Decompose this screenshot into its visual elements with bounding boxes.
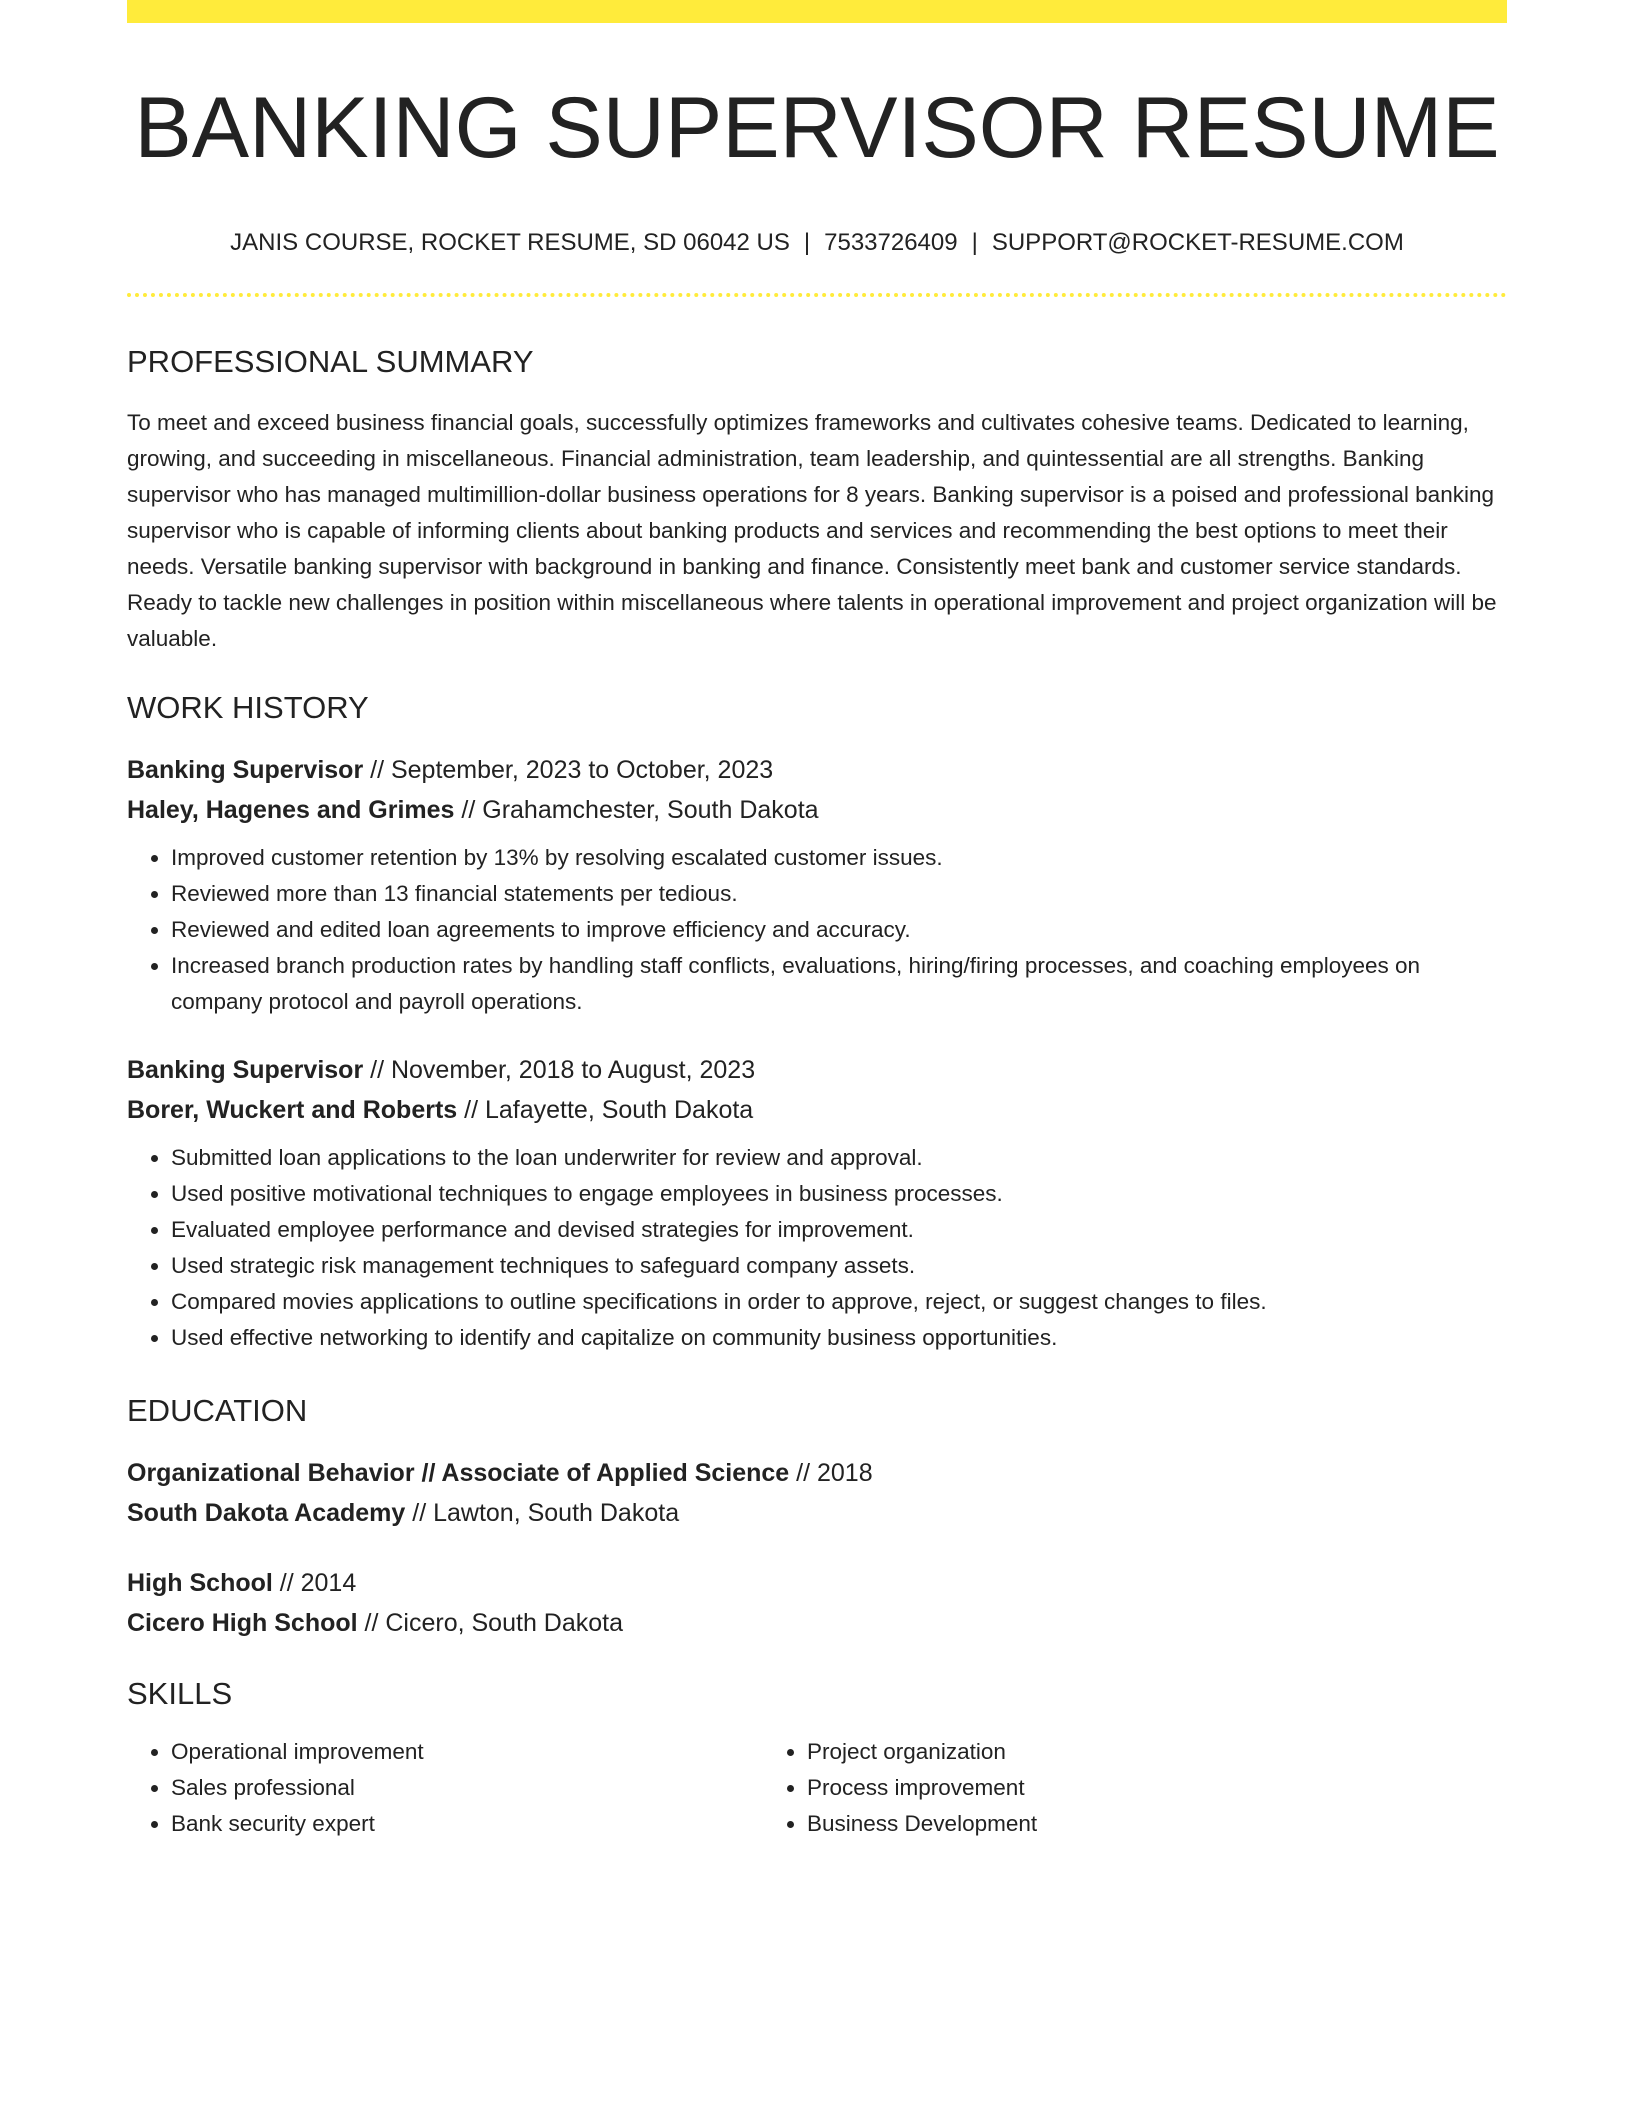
contact-separator: | <box>803 228 811 256</box>
school-location: // Cicero, South Dakota <box>357 1608 623 1637</box>
list-item: • Submitted loan applications to the loan underwriter for review and approval. <box>171 1140 1507 1176</box>
contact-address: JANIS COURSE, ROCKET RESUME, SD 06042 US <box>230 228 790 256</box>
job-company-line <box>127 790 1507 830</box>
list-item: • Sales professional <box>171 1770 763 1806</box>
resume-page <box>127 0 1507 1842</box>
education-heading: EDUCATION <box>127 1392 308 1428</box>
list-item: • Operational improvement <box>171 1734 763 1770</box>
job-company: Haley, Hagenes and Grimes <box>127 795 455 824</box>
job-title: Banking Supervisor <box>127 1055 364 1084</box>
list-item: • Used positive motivational techniques to engage employees in business processes. <box>171 1176 1507 1212</box>
work-history-heading: WORK HISTORY <box>127 689 369 725</box>
degree: Organizational Behavior // Associate of Applied Science <box>127 1458 790 1487</box>
list-item: • Bank security expert <box>171 1806 763 1842</box>
list-item: • Improved customer retention by 13% by resolving escalated customer issues. <box>171 840 1507 876</box>
contact-email: SUPPORT@ROCKET-RESUME.COM <box>991 228 1404 256</box>
degree-year: // 2014 <box>272 1568 357 1597</box>
degree-line <box>127 1563 1507 1603</box>
resume-title: BANKING SUPERVISOR RESUME <box>134 80 1500 176</box>
school-location: // Lawton, South Dakota <box>405 1498 680 1527</box>
summary-heading: PROFESSIONAL SUMMARY <box>127 344 534 380</box>
top-accent-bar <box>127 0 1507 23</box>
school-line <box>127 1603 1507 1643</box>
school: South Dakota Academy <box>127 1498 406 1527</box>
job-title: Banking Supervisor <box>127 755 364 784</box>
list-item: • Project organization <box>807 1734 1399 1770</box>
job-title-line <box>127 1050 1507 1090</box>
list-item: • Business Development <box>807 1806 1399 1842</box>
list-item: • Used strategic risk management techniques to safeguard company assets. <box>171 1248 1507 1284</box>
list-item: • Process improvement <box>807 1770 1399 1806</box>
job-location: // Grahamchester, South Dakota <box>454 795 819 824</box>
dotted-divider <box>127 293 1507 297</box>
school: Cicero High School <box>127 1608 358 1637</box>
skills-heading: SKILLS <box>127 1675 233 1711</box>
job-company: Borer, Wuckert and Roberts <box>127 1095 458 1124</box>
contact-phone: 7533726409 <box>824 228 958 256</box>
job-bullets <box>127 840 1507 1020</box>
job-title-line <box>127 750 1507 790</box>
job-location: // Lafayette, South Dakota <box>457 1095 754 1124</box>
job-company-line <box>127 1090 1507 1130</box>
list-item: • Reviewed more than 13 financial statements per tedious. <box>171 876 1507 912</box>
list-item: • Increased branch production rates by handling staff conflicts, evaluations, hiring/firing processes, and coaching employees on company protocol and payroll operations. <box>171 948 1507 1020</box>
school-line <box>127 1493 1507 1533</box>
skills-list <box>127 1734 1507 1842</box>
contact-line <box>127 229 1507 258</box>
list-item: • Compared movies applications to outline specifications in order to approve, reject, or suggest changes to files. <box>171 1284 1507 1320</box>
contact-separator: | <box>971 228 978 256</box>
skills-column-right <box>763 1734 1399 1842</box>
job-entry <box>127 1050 1507 1356</box>
education-entry <box>127 1563 1507 1643</box>
job-dates: // September, 2023 to October, 2023 <box>363 755 774 784</box>
skills-column-left <box>127 1734 763 1842</box>
job-dates: // November, 2018 to August, 2023 <box>363 1055 756 1084</box>
degree-year: // 2018 <box>789 1458 873 1487</box>
job-entry <box>127 750 1507 1020</box>
list-item: • Evaluated employee performance and devised strategies for improvement. <box>171 1212 1507 1248</box>
list-item: • Used effective networking to identify and capitalize on community business opportunities. <box>171 1320 1507 1356</box>
summary-text: To meet and exceed business financial goals, successfully optimizes frameworks and cultivates cohesive teams. Dedicated to learning, growing, and succeeding in miscellaneous. Financial administration, team leadership, and quintessential are all strengths. Banking supervisor who has managed multimillion-dollar business operations for 8 years. Banking supervisor is a poised and professional banking supervisor who is capable of informing clients about banking products and services and recommending the best options to meet their needs. Versatile banking supervisor with background in banking and finance. Consistently meet bank and customer service standards. Ready to tackle new challenges in position within miscellaneous where talents in operational improvement and project organization will be valuable. <box>127 409 1497 651</box>
degree: High School <box>127 1568 273 1597</box>
job-bullets <box>127 1140 1507 1356</box>
degree-line <box>127 1453 1507 1493</box>
list-item: • Reviewed and edited loan agreements to improve efficiency and accuracy. <box>171 912 1507 948</box>
education-entry <box>127 1453 1507 1533</box>
